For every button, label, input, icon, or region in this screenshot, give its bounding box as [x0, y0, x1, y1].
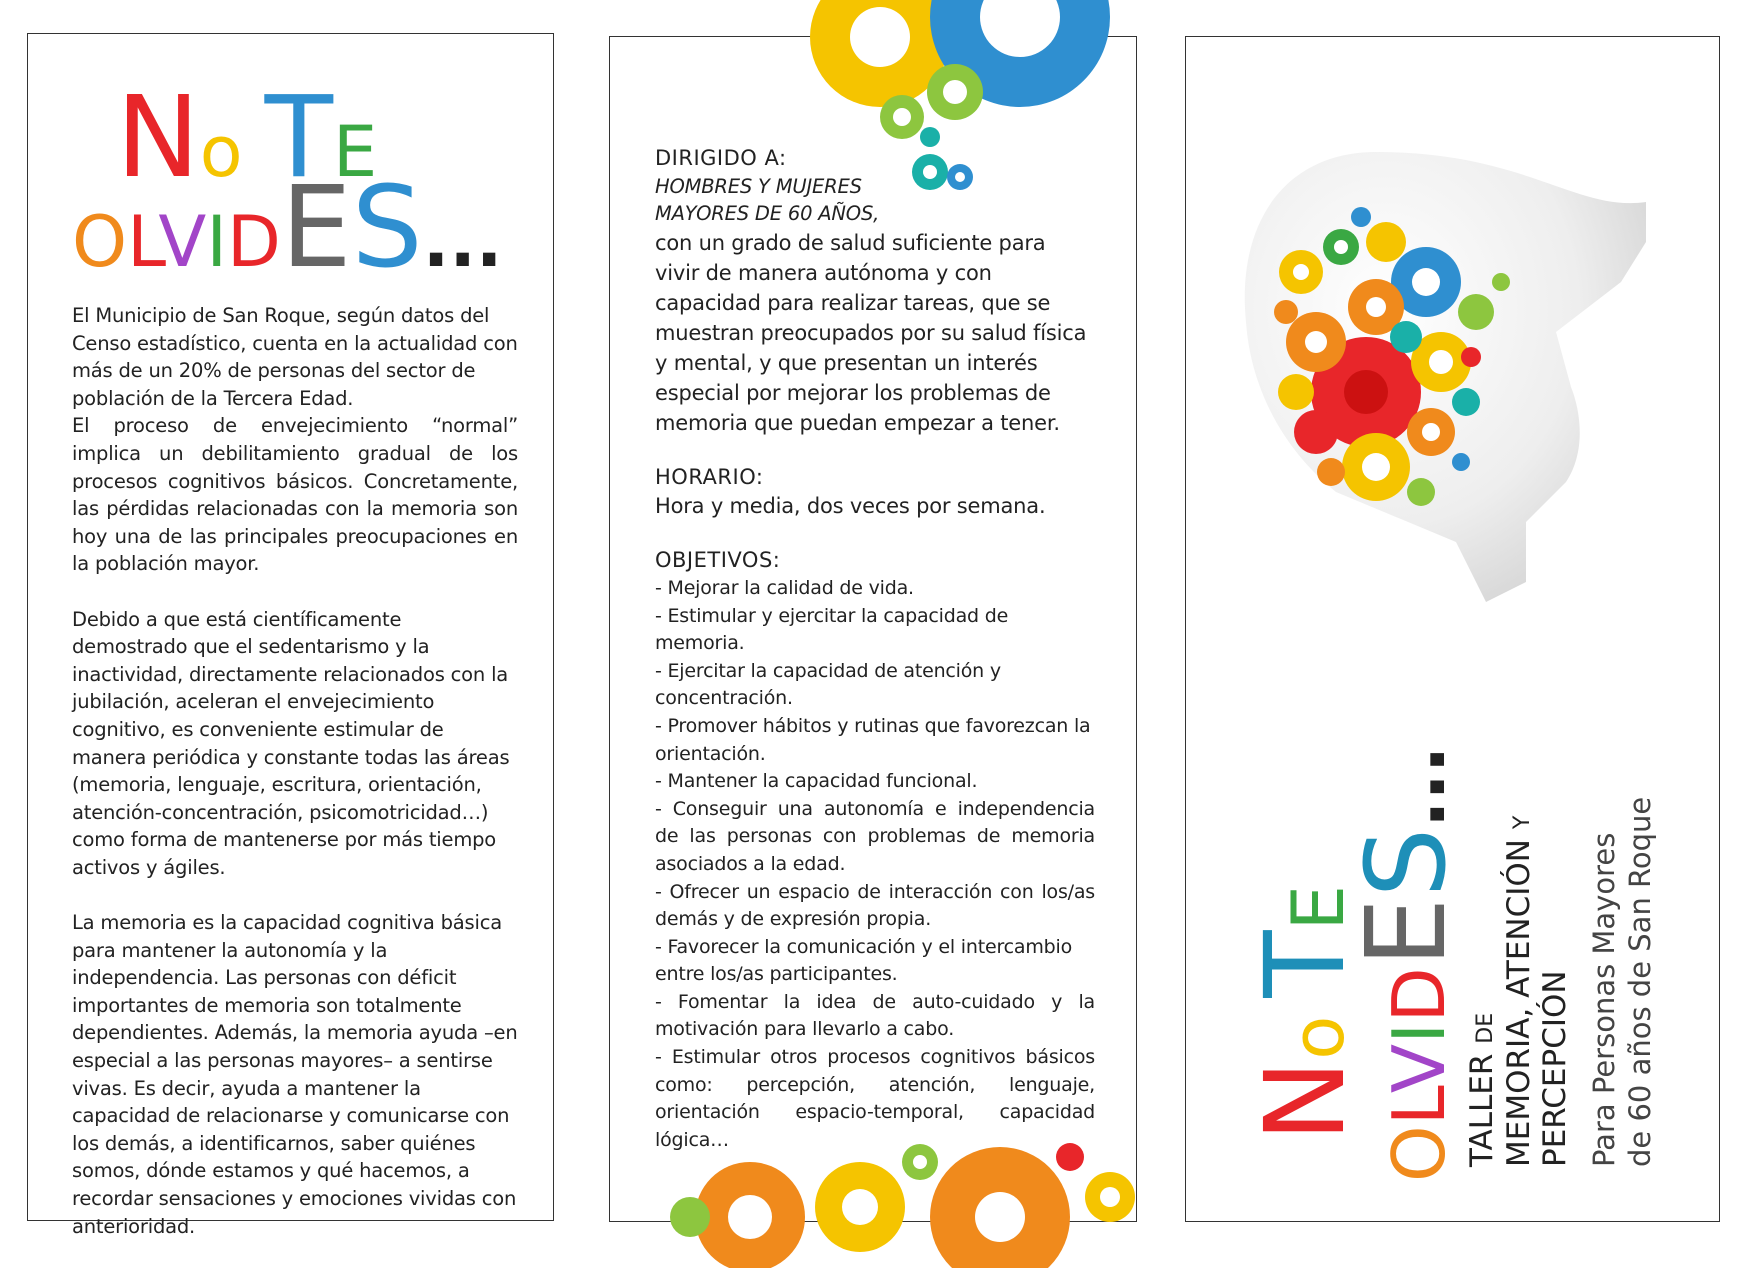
paragraph: El Municipio de San Roque, según datos del Censo estadístico, cuenta en la actualidad con más de un 20% de personas del sector de población de la Tercera Edad.: [72, 304, 518, 410]
title-ellipsis: ...: [422, 201, 503, 283]
title-letter: S: [1342, 827, 1470, 898]
title-letter: E: [333, 111, 378, 193]
title-letter: E: [1276, 884, 1360, 931]
gear-icon: [815, 1162, 905, 1252]
title-letter: o: [199, 111, 243, 193]
list-item: - Ofrecer un espacio de interacción con los/as demás y de expresión propia.: [655, 880, 1095, 931]
audience-line-2: de 60 años de San Roque: [1623, 796, 1658, 1167]
dirigido-heading: DIRIGIDO A:: [655, 146, 787, 170]
gear-icon: [920, 127, 940, 147]
percepcion-label: PERCEPCIÓN: [1537, 970, 1574, 1167]
dirigido-line-2: MAYORES DE 60 AÑOS,: [655, 202, 880, 226]
objetivos-list: [655, 575, 1095, 1154]
list-item: - Ejercitar la capacidad de atención y concentración.: [655, 659, 1001, 710]
title-line-2: [72, 163, 503, 293]
paragraph: Debido a que está científicamente demostrado que el sedentarismo y la inactividad, directamente relacionados con la jubilación, aceleran el envejecimiento cognitivo, es conveniente estimular de manera periódica y constante todas las áreas (memoria, lenguaje, escritura, orientación, atención-concentración, psicomotricidad…) como forma de mantenerse por más tiempo activos y ágiles.: [72, 607, 510, 879]
brochure-panel-details: [609, 36, 1137, 1222]
title-letter: I: [1377, 1022, 1461, 1044]
list-item: - Estimular otros procesos cognitivos básicos como: percepción, atención, lenguaje, orientación espacio-temporal, capacidad lógica…: [655, 1046, 1095, 1151]
list-item: - Promover hábitos y rutinas que favorezcan la orientación.: [655, 714, 1091, 765]
workshop-title: [1464, 816, 1574, 1167]
horario-heading: HORARIO:: [655, 464, 764, 489]
paragraph: El proceso de envejecimiento “normal” implica un debilitamiento gradual de los procesos cognitivos básicos. Concretamente, las pérdidas relacionadas con la memoria son hoy una de las principales preocupaciones en la población mayor.: [72, 414, 518, 576]
list-item: - Mejorar la calidad de vida.: [655, 576, 914, 599]
title-letter: D: [226, 201, 281, 283]
title-letter: N: [116, 73, 200, 203]
gear-icon: [927, 64, 983, 120]
gear-icon: [930, 1147, 1070, 1268]
y-label: Y: [1509, 815, 1535, 830]
horario-text: Hora y media, dos veces por semana.: [655, 494, 1046, 519]
audience-text: [1586, 797, 1659, 1167]
title-letter: O: [1377, 1125, 1461, 1182]
title-letter: E: [280, 163, 352, 293]
gear-icon: [902, 1144, 938, 1180]
title-letter: S: [351, 163, 423, 293]
dirigido-line-1: HOMBRES Y MUJERES: [655, 174, 862, 198]
list-item: - Fomentar la idea de auto-cuidado y la motivación para llevarlo a cabo.: [655, 990, 1095, 1041]
gear-icon: [880, 95, 924, 139]
intro-text: [72, 302, 518, 1268]
title-letter: o: [1276, 1015, 1360, 1060]
list-item: - Conseguir una autonomía e independencia de las personas con problemas de memoria asociados a la edad.: [655, 797, 1095, 875]
brochure-panel-cover: [1185, 36, 1720, 1222]
gear-icon: [1085, 1172, 1135, 1222]
gear-icon: [670, 1197, 710, 1237]
list-item: - Mantener la capacidad funcional.: [655, 770, 978, 793]
memoria-label: MEMORIA, ATENCIÓN: [1500, 839, 1537, 1167]
title-letter: E: [1342, 897, 1470, 968]
dirigido-text: con un grado de salud suficiente para vivir de manera autónoma y con capacidad para realizar tareas, que se muestran preocupados por su salud física y mental, y que presentan un interés especial por mejorar los problemas de memoria que puedan empezar a tener.: [655, 230, 1087, 435]
title-letter: L: [127, 201, 159, 283]
gears-bottom-decoration: [670, 1117, 1140, 1227]
cover-title-line-2: [1342, 745, 1470, 1182]
list-item: - Estimular y ejercitar la capacidad de memoria.: [655, 604, 1009, 655]
title-letter: T: [264, 73, 334, 203]
title-ellipsis: ...: [1377, 745, 1461, 828]
de-label: DE: [1473, 1012, 1498, 1044]
title-letter: D: [1377, 967, 1461, 1023]
objetivos-heading: OBJETIVOS:: [655, 548, 781, 573]
title-letter: L: [1377, 1093, 1461, 1126]
gear-icon: [1056, 1143, 1084, 1171]
audience-line-1: Para Personas Mayores: [1587, 832, 1621, 1167]
title-letter: I: [206, 201, 227, 283]
title-letter: V: [1377, 1043, 1461, 1094]
taller-label: TALLER: [1464, 1053, 1500, 1167]
head-with-gears-image: [1226, 132, 1666, 602]
title-letter: N: [1241, 1059, 1369, 1142]
title-letter: O: [72, 201, 128, 283]
title-letter: T: [1241, 930, 1369, 998]
brochure-panel-intro: [27, 33, 554, 1238]
title-letter: V: [158, 201, 207, 283]
gear-icon: [695, 1162, 805, 1268]
list-item: - Favorecer la comunicación y el intercambio entre los/as participantes.: [655, 935, 1072, 986]
paragraph: La memoria es la capacidad cognitiva básica para mantener la autonomía y la independencia. Las personas con déficit importantes de memoria son totalmente dependientes. Además, la memoria ayuda –en especial a las personas mayores– a sentirse vivas. Es decir, ayuda a mantener la capacidad de relacionarse y comunicarse con los demás, a identificarnos, saber quiénes somos, dónde estamos y qué hacemos, a recordar sensaciones y emociones vividas con anterioridad.: [72, 911, 518, 1238]
details-text: [655, 145, 1095, 1154]
